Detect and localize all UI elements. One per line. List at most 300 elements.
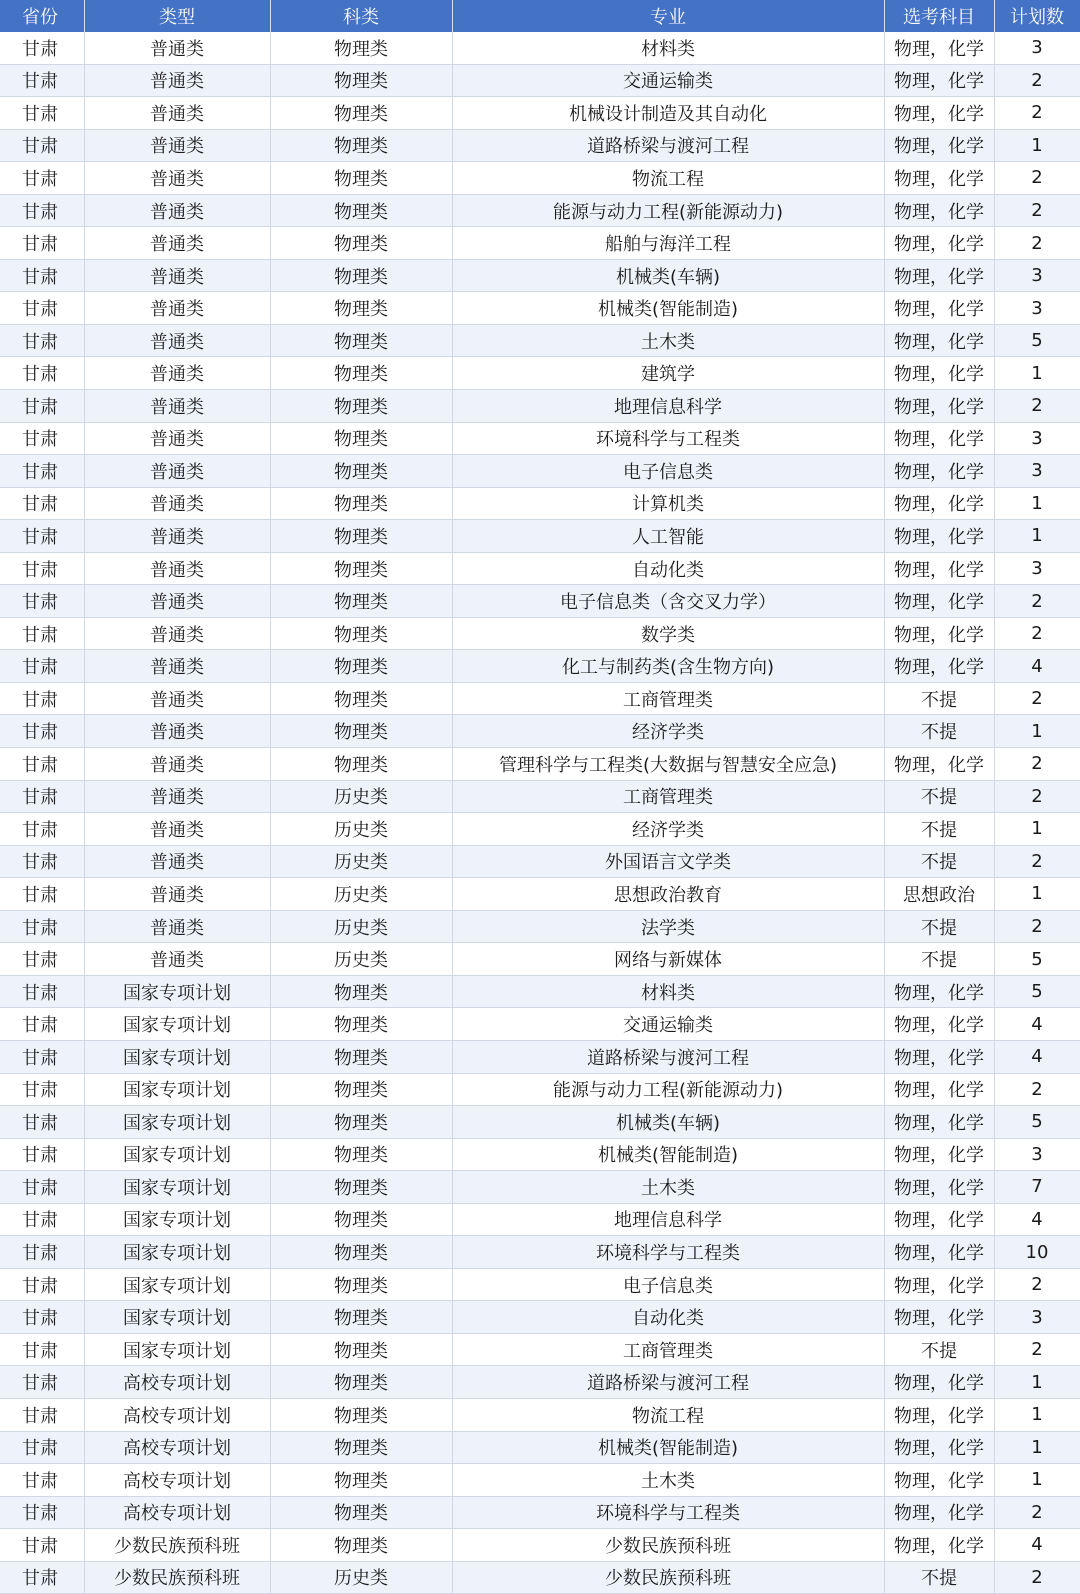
cell-type: 普通类	[84, 617, 270, 650]
cell-major: 机械类(智能制造)	[452, 292, 884, 325]
cell-plan-count: 3	[994, 422, 1080, 455]
cell-type: 普通类	[84, 227, 270, 260]
cell-major: 交通运输类	[452, 64, 884, 97]
table-row	[0, 32, 1080, 64]
table-row	[0, 227, 1080, 260]
cell-category: 物理类	[270, 1040, 452, 1073]
cell-province: 甘肃	[0, 1398, 84, 1431]
cell-subjects: 不提	[884, 1333, 994, 1366]
table-row	[0, 1333, 1080, 1366]
table-row	[0, 1366, 1080, 1399]
cell-subjects: 物理，化学	[884, 129, 994, 162]
cell-subjects: 物理，化学	[884, 617, 994, 650]
cell-type: 普通类	[84, 129, 270, 162]
table-row	[0, 715, 1080, 748]
table-row	[0, 910, 1080, 943]
cell-subjects: 物理，化学	[884, 227, 994, 260]
table-row	[0, 813, 1080, 846]
cell-plan-count: 7	[994, 1171, 1080, 1204]
cell-plan-count: 1	[994, 1431, 1080, 1464]
cell-province: 甘肃	[0, 1171, 84, 1204]
cell-subjects: 物理，化学	[884, 1008, 994, 1041]
cell-plan-count: 10	[994, 1236, 1080, 1269]
cell-major: 交通运输类	[452, 1008, 884, 1041]
cell-major: 少数民族预科班	[452, 1561, 884, 1594]
table-row	[0, 975, 1080, 1008]
cell-subjects: 物理，化学	[884, 1431, 994, 1464]
cell-subjects: 不提	[884, 910, 994, 943]
cell-type: 普通类	[84, 552, 270, 585]
header-plan-count: 计划数	[994, 0, 1080, 32]
cell-plan-count: 1	[994, 1398, 1080, 1431]
cell-plan-count: 4	[994, 1008, 1080, 1041]
cell-subjects: 不提	[884, 813, 994, 846]
cell-subjects: 物理，化学	[884, 1301, 994, 1334]
cell-province: 甘肃	[0, 97, 84, 130]
cell-type: 普通类	[84, 32, 270, 64]
cell-subjects: 物理，化学	[884, 487, 994, 520]
cell-type: 国家专项计划	[84, 1008, 270, 1041]
cell-plan-count: 2	[994, 585, 1080, 618]
cell-plan-count: 3	[994, 455, 1080, 488]
cell-category: 物理类	[270, 650, 452, 683]
cell-category: 物理类	[270, 1366, 452, 1399]
cell-province: 甘肃	[0, 1561, 84, 1594]
cell-major: 电子信息类	[452, 455, 884, 488]
cell-subjects: 物理，化学	[884, 162, 994, 195]
cell-major: 化工与制药类(含生物方向)	[452, 650, 884, 683]
cell-subjects: 物理，化学	[884, 390, 994, 423]
cell-subjects: 物理，化学	[884, 1073, 994, 1106]
cell-type: 普通类	[84, 748, 270, 781]
cell-category: 物理类	[270, 1171, 452, 1204]
table-row	[0, 162, 1080, 195]
cell-type: 普通类	[84, 878, 270, 911]
cell-category: 历史类	[270, 943, 452, 976]
table-row	[0, 1171, 1080, 1204]
cell-subjects: 物理，化学	[884, 455, 994, 488]
cell-category: 历史类	[270, 878, 452, 911]
cell-type: 普通类	[84, 162, 270, 195]
cell-category: 物理类	[270, 1008, 452, 1041]
cell-major: 土木类	[452, 324, 884, 357]
cell-major: 数学类	[452, 617, 884, 650]
cell-category: 物理类	[270, 1236, 452, 1269]
cell-plan-count: 4	[994, 1040, 1080, 1073]
cell-category: 物理类	[270, 1464, 452, 1497]
cell-type: 少数民族预科班	[84, 1561, 270, 1594]
cell-type: 普通类	[84, 780, 270, 813]
table-row	[0, 1138, 1080, 1171]
cell-major: 电子信息类	[452, 1268, 884, 1301]
cell-subjects: 不提	[884, 780, 994, 813]
cell-category: 历史类	[270, 780, 452, 813]
cell-major: 物流工程	[452, 1398, 884, 1431]
table-row	[0, 878, 1080, 911]
cell-province: 甘肃	[0, 813, 84, 846]
cell-category: 物理类	[270, 390, 452, 423]
table-row	[0, 194, 1080, 227]
cell-plan-count: 1	[994, 487, 1080, 520]
cell-subjects: 物理，化学	[884, 324, 994, 357]
cell-plan-count: 4	[994, 1203, 1080, 1236]
cell-subjects: 物理，化学	[884, 1106, 994, 1139]
cell-province: 甘肃	[0, 1073, 84, 1106]
cell-subjects: 物理，化学	[884, 194, 994, 227]
cell-plan-count: 2	[994, 1561, 1080, 1594]
cell-category: 物理类	[270, 682, 452, 715]
cell-type: 普通类	[84, 259, 270, 292]
cell-province: 甘肃	[0, 617, 84, 650]
cell-subjects: 物理，化学	[884, 1138, 994, 1171]
cell-plan-count: 3	[994, 32, 1080, 64]
cell-category: 物理类	[270, 975, 452, 1008]
cell-type: 普通类	[84, 292, 270, 325]
cell-province: 甘肃	[0, 1431, 84, 1464]
cell-type: 普通类	[84, 487, 270, 520]
table-row	[0, 259, 1080, 292]
cell-major: 物流工程	[452, 162, 884, 195]
cell-subjects: 不提	[884, 715, 994, 748]
table-row	[0, 585, 1080, 618]
cell-category: 物理类	[270, 1268, 452, 1301]
cell-major: 道路桥梁与渡河工程	[452, 1040, 884, 1073]
table-row	[0, 1464, 1080, 1497]
cell-category: 物理类	[270, 585, 452, 618]
cell-province: 甘肃	[0, 292, 84, 325]
cell-province: 甘肃	[0, 943, 84, 976]
cell-type: 普通类	[84, 194, 270, 227]
cell-province: 甘肃	[0, 1138, 84, 1171]
cell-type: 普通类	[84, 813, 270, 846]
cell-province: 甘肃	[0, 845, 84, 878]
cell-subjects: 物理，化学	[884, 259, 994, 292]
cell-province: 甘肃	[0, 552, 84, 585]
cell-province: 甘肃	[0, 32, 84, 64]
table-row	[0, 1398, 1080, 1431]
cell-plan-count: 2	[994, 97, 1080, 130]
cell-type: 普通类	[84, 390, 270, 423]
cell-subjects: 物理，化学	[884, 1398, 994, 1431]
cell-plan-count: 2	[994, 390, 1080, 423]
table-body	[0, 32, 1080, 1594]
cell-major: 土木类	[452, 1171, 884, 1204]
cell-province: 甘肃	[0, 715, 84, 748]
cell-major: 计算机类	[452, 487, 884, 520]
cell-category: 物理类	[270, 1203, 452, 1236]
cell-type: 国家专项计划	[84, 1171, 270, 1204]
cell-category: 物理类	[270, 422, 452, 455]
cell-plan-count: 5	[994, 943, 1080, 976]
cell-province: 甘肃	[0, 1106, 84, 1139]
cell-province: 甘肃	[0, 585, 84, 618]
table-row	[0, 487, 1080, 520]
cell-category: 物理类	[270, 1073, 452, 1106]
table-row	[0, 780, 1080, 813]
cell-province: 甘肃	[0, 194, 84, 227]
cell-type: 普通类	[84, 455, 270, 488]
cell-subjects: 物理，化学	[884, 292, 994, 325]
cell-province: 甘肃	[0, 748, 84, 781]
cell-category: 物理类	[270, 617, 452, 650]
cell-major: 环境科学与工程类	[452, 1496, 884, 1529]
cell-plan-count: 3	[994, 552, 1080, 585]
cell-type: 普通类	[84, 324, 270, 357]
cell-province: 甘肃	[0, 1268, 84, 1301]
cell-plan-count: 3	[994, 1301, 1080, 1334]
table-row	[0, 292, 1080, 325]
cell-plan-count: 3	[994, 1138, 1080, 1171]
cell-type: 高校专项计划	[84, 1496, 270, 1529]
cell-province: 甘肃	[0, 64, 84, 97]
table-row	[0, 552, 1080, 585]
cell-major: 机械类(车辆)	[452, 259, 884, 292]
cell-subjects: 物理，化学	[884, 1171, 994, 1204]
cell-major: 材料类	[452, 32, 884, 64]
cell-subjects: 物理，化学	[884, 1236, 994, 1269]
cell-type: 普通类	[84, 422, 270, 455]
cell-major: 工商管理类	[452, 780, 884, 813]
cell-type: 高校专项计划	[84, 1398, 270, 1431]
header-subjects: 选考科目	[884, 0, 994, 32]
cell-category: 物理类	[270, 357, 452, 390]
table-row	[0, 129, 1080, 162]
cell-subjects: 物理，化学	[884, 64, 994, 97]
cell-category: 物理类	[270, 1398, 452, 1431]
cell-type: 普通类	[84, 943, 270, 976]
cell-type: 少数民族预科班	[84, 1529, 270, 1562]
cell-major: 经济学类	[452, 715, 884, 748]
cell-subjects: 物理，化学	[884, 1268, 994, 1301]
cell-type: 普通类	[84, 715, 270, 748]
cell-type: 普通类	[84, 520, 270, 553]
cell-plan-count: 1	[994, 129, 1080, 162]
cell-subjects: 物理，化学	[884, 32, 994, 64]
cell-major: 机械类(智能制造)	[452, 1431, 884, 1464]
cell-major: 思想政治教育	[452, 878, 884, 911]
table-header	[0, 0, 1080, 32]
cell-plan-count: 3	[994, 292, 1080, 325]
cell-subjects: 物理，化学	[884, 650, 994, 683]
cell-subjects: 物理，化学	[884, 748, 994, 781]
cell-major: 自动化类	[452, 552, 884, 585]
cell-province: 甘肃	[0, 1040, 84, 1073]
cell-plan-count: 2	[994, 748, 1080, 781]
cell-subjects: 物理，化学	[884, 1496, 994, 1529]
cell-subjects: 不提	[884, 682, 994, 715]
cell-type: 国家专项计划	[84, 1203, 270, 1236]
table-row	[0, 1431, 1080, 1464]
cell-subjects: 物理，化学	[884, 520, 994, 553]
cell-major: 工商管理类	[452, 682, 884, 715]
cell-plan-count: 2	[994, 64, 1080, 97]
cell-category: 物理类	[270, 1431, 452, 1464]
table-row	[0, 682, 1080, 715]
cell-category: 物理类	[270, 1301, 452, 1334]
table-row	[0, 64, 1080, 97]
cell-category: 物理类	[270, 64, 452, 97]
cell-major: 人工智能	[452, 520, 884, 553]
cell-category: 物理类	[270, 715, 452, 748]
cell-plan-count: 2	[994, 1268, 1080, 1301]
cell-category: 物理类	[270, 487, 452, 520]
header-province: 省份	[0, 0, 84, 32]
cell-plan-count: 1	[994, 520, 1080, 553]
table-row	[0, 943, 1080, 976]
cell-province: 甘肃	[0, 324, 84, 357]
cell-type: 高校专项计划	[84, 1431, 270, 1464]
cell-category: 物理类	[270, 748, 452, 781]
cell-category: 物理类	[270, 292, 452, 325]
cell-category: 物理类	[270, 455, 452, 488]
cell-major: 能源与动力工程(新能源动力)	[452, 1073, 884, 1106]
table-row	[0, 1301, 1080, 1334]
table-row	[0, 617, 1080, 650]
table-row	[0, 1496, 1080, 1529]
cell-type: 普通类	[84, 97, 270, 130]
cell-major: 机械类(车辆)	[452, 1106, 884, 1139]
cell-plan-count: 2	[994, 1333, 1080, 1366]
cell-type: 高校专项计划	[84, 1366, 270, 1399]
cell-plan-count: 2	[994, 227, 1080, 260]
cell-plan-count: 5	[994, 1106, 1080, 1139]
cell-province: 甘肃	[0, 1236, 84, 1269]
cell-subjects: 不提	[884, 943, 994, 976]
table-row	[0, 357, 1080, 390]
cell-category: 历史类	[270, 1561, 452, 1594]
cell-major: 机械类(智能制造)	[452, 1138, 884, 1171]
cell-province: 甘肃	[0, 878, 84, 911]
cell-type: 国家专项计划	[84, 1301, 270, 1334]
cell-subjects: 物理，化学	[884, 585, 994, 618]
cell-category: 物理类	[270, 1496, 452, 1529]
cell-major: 环境科学与工程类	[452, 422, 884, 455]
cell-province: 甘肃	[0, 390, 84, 423]
table-row	[0, 1529, 1080, 1562]
cell-plan-count: 2	[994, 682, 1080, 715]
cell-province: 甘肃	[0, 1008, 84, 1041]
header-major: 专业	[452, 0, 884, 32]
cell-major: 建筑学	[452, 357, 884, 390]
table-row	[0, 1106, 1080, 1139]
cell-type: 国家专项计划	[84, 1236, 270, 1269]
cell-province: 甘肃	[0, 780, 84, 813]
cell-province: 甘肃	[0, 1333, 84, 1366]
cell-category: 历史类	[270, 813, 452, 846]
cell-major: 能源与动力工程(新能源动力)	[452, 194, 884, 227]
cell-category: 物理类	[270, 1333, 452, 1366]
table-row	[0, 845, 1080, 878]
cell-major: 道路桥梁与渡河工程	[452, 1366, 884, 1399]
cell-type: 国家专项计划	[84, 1268, 270, 1301]
table-row	[0, 97, 1080, 130]
cell-category: 物理类	[270, 194, 452, 227]
cell-plan-count: 1	[994, 1366, 1080, 1399]
table-row	[0, 1268, 1080, 1301]
cell-province: 甘肃	[0, 455, 84, 488]
cell-type: 普通类	[84, 682, 270, 715]
cell-province: 甘肃	[0, 1464, 84, 1497]
cell-major: 管理科学与工程类(大数据与智慧安全应急)	[452, 748, 884, 781]
cell-major: 电子信息类（含交叉力学）	[452, 585, 884, 618]
cell-subjects: 物理，化学	[884, 1040, 994, 1073]
cell-subjects: 不提	[884, 1561, 994, 1594]
cell-type: 普通类	[84, 585, 270, 618]
cell-major: 道路桥梁与渡河工程	[452, 129, 884, 162]
cell-province: 甘肃	[0, 422, 84, 455]
cell-plan-count: 2	[994, 1073, 1080, 1106]
cell-type: 普通类	[84, 650, 270, 683]
cell-type: 国家专项计划	[84, 1073, 270, 1106]
cell-province: 甘肃	[0, 259, 84, 292]
cell-province: 甘肃	[0, 910, 84, 943]
cell-major: 材料类	[452, 975, 884, 1008]
cell-province: 甘肃	[0, 650, 84, 683]
cell-type: 普通类	[84, 910, 270, 943]
cell-province: 甘肃	[0, 975, 84, 1008]
cell-major: 环境科学与工程类	[452, 1236, 884, 1269]
table-row	[0, 422, 1080, 455]
cell-category: 物理类	[270, 129, 452, 162]
cell-province: 甘肃	[0, 1529, 84, 1562]
cell-plan-count: 1	[994, 357, 1080, 390]
cell-province: 甘肃	[0, 487, 84, 520]
header-category: 科类	[270, 0, 452, 32]
cell-major: 自动化类	[452, 1301, 884, 1334]
cell-subjects: 物理，化学	[884, 1464, 994, 1497]
table-row	[0, 1561, 1080, 1594]
table-row	[0, 390, 1080, 423]
cell-plan-count: 5	[994, 324, 1080, 357]
table-row	[0, 650, 1080, 683]
cell-major: 机械设计制造及其自动化	[452, 97, 884, 130]
cell-plan-count: 2	[994, 845, 1080, 878]
table-row	[0, 1203, 1080, 1236]
cell-province: 甘肃	[0, 162, 84, 195]
cell-major: 网络与新媒体	[452, 943, 884, 976]
table-row	[0, 1236, 1080, 1269]
cell-type: 国家专项计划	[84, 1040, 270, 1073]
cell-major: 船舶与海洋工程	[452, 227, 884, 260]
table-row	[0, 324, 1080, 357]
cell-plan-count: 5	[994, 975, 1080, 1008]
cell-province: 甘肃	[0, 1496, 84, 1529]
cell-plan-count: 2	[994, 780, 1080, 813]
table-row	[0, 520, 1080, 553]
cell-major: 经济学类	[452, 813, 884, 846]
cell-category: 历史类	[270, 910, 452, 943]
cell-category: 物理类	[270, 1138, 452, 1171]
cell-plan-count: 1	[994, 1464, 1080, 1497]
cell-subjects: 不提	[884, 845, 994, 878]
cell-category: 物理类	[270, 162, 452, 195]
cell-plan-count: 1	[994, 715, 1080, 748]
cell-type: 国家专项计划	[84, 1106, 270, 1139]
cell-province: 甘肃	[0, 1366, 84, 1399]
cell-plan-count: 2	[994, 910, 1080, 943]
cell-major: 工商管理类	[452, 1333, 884, 1366]
cell-type: 普通类	[84, 64, 270, 97]
cell-province: 甘肃	[0, 357, 84, 390]
cell-province: 甘肃	[0, 227, 84, 260]
cell-plan-count: 2	[994, 194, 1080, 227]
cell-category: 物理类	[270, 227, 452, 260]
cell-major: 地理信息科学	[452, 390, 884, 423]
cell-plan-count: 3	[994, 259, 1080, 292]
cell-type: 国家专项计划	[84, 1333, 270, 1366]
header-type: 类型	[84, 0, 270, 32]
cell-plan-count: 4	[994, 650, 1080, 683]
